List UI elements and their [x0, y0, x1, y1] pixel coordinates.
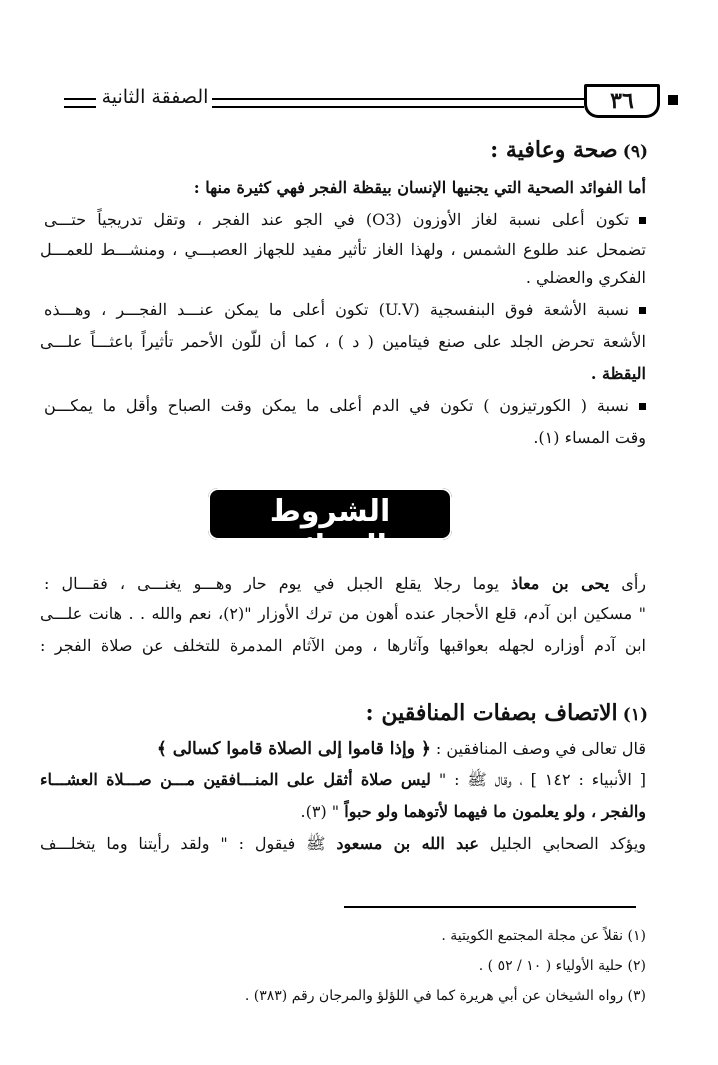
header-rule-left [64, 98, 96, 108]
hadith-text: ليس صلاة أثقل على المنـــافقين مـــن صـــلاة العشـــاء [40, 770, 431, 789]
story-line-2: " مسكين ابن آدم، قلع الأحجار عنده أهون من ترك الأوزار "(٢)، نعم والله . . هانت علـــى [40, 604, 646, 623]
bullet-2-line-2: الأشعة تحرض الجلد على صنع فيتامين ( د ) ، كما أن للّون الأحمر تأثيراً باعثـــاً علـــى [40, 332, 646, 351]
section-title: الاتصاف بصفات المنافقين : [365, 700, 618, 726]
page-number: ٣٦ [584, 84, 660, 118]
hadith-text: والفجر ، ولو يعلمون ما فيهما لأتوهما ولو حبواً [344, 802, 646, 821]
bullet-2-line-3: اليقظة . [590, 364, 646, 383]
header-tick-mark [668, 95, 678, 105]
section-number: (٩) [622, 142, 648, 162]
bullet-1-line-1: تكون أعلى نسبة لغاز الأوزون (O3) في الجو عند الفجر ، وتقل تدريجياً حتـــى [44, 210, 646, 229]
section-banner [208, 488, 452, 564]
section-heading-1 [366, 700, 648, 726]
bullet-2-line-1: نسبة الأشعة فوق البنفسجية (U.V) تكون أعلى ما يمكن عنـــد الفجـــر ، وهـــذه [44, 300, 646, 319]
header-rule-right [212, 98, 584, 108]
section-heading-9 [490, 137, 648, 163]
section1-line-4: ويؤكد الصحابي الجليل عبد الله بن مسعود ﷺ فيقول : " ولقد رأيتنا وما يتخلـــف [40, 834, 647, 853]
bullet-icon [639, 307, 646, 314]
bullet-3-line-1: نسبة ( الكورتيزون ) تكون في الدم أعلى ما يمكن وقت الصباح وأقل ما يمكـــن [44, 396, 646, 415]
footnote-3: (٣) رواه الشيخان عن أبي هريرة كما في اللؤلؤ والمرجان رقم (٣٨٣) . [244, 988, 646, 1004]
section1-line-2: [ الأنبياء : ١٤٢ ] ، وقال ﷺ : " ليس صلاة أثقل على المنـــافقين مـــن صـــلاة العشـــاء [40, 770, 647, 789]
section-intro: أما الفوائد الصحية التي يجنيها الإنسان بيقظة الفجر فهي كثيرة منها : [193, 178, 646, 197]
story-line-1: رأى يحى بن معاذ يوما رجلا يقلع الجبل في يوم حار وهـــو يغنـــى ، فقـــال : [44, 574, 647, 593]
bullet-1-line-3: الفكري والعضلي . [525, 268, 646, 287]
person-name: عبد الله بن مسعود [336, 834, 479, 853]
bullet-1-line-2: تضمحل عند طلوع الشمس ، ولهذا الغاز تأثير مفيد للجهاز العصبـــي ، ومنشـــط للعمـــل [40, 240, 646, 259]
footnote-2: (٢) حلية الأولياء ( ١٠ / ٥٢ ) . [478, 958, 646, 974]
footnote-1: (١) نقلاً عن مجلة المجتمع الكويتية . [441, 928, 646, 944]
person-name: يحى بن معاذ [511, 574, 610, 593]
running-title: الصفقة الثانية [101, 86, 209, 108]
quran-verse: ﴿ وإذا قاموا إلى الصلاة قاموا كسالى ﴾ [156, 739, 431, 759]
section1-line-1: قال تعالى في وصف المنافقين : ﴿ وإذا قاموا إلى الصلاة قاموا كسالى ﴾ [156, 739, 646, 759]
page-header [28, 82, 688, 122]
section-title: صحة وعافية : [490, 137, 618, 163]
section-number: (١) [622, 705, 648, 725]
footnote-divider [344, 906, 636, 908]
bullet-icon [639, 403, 646, 410]
banner-title: الشروط الجزائية [269, 494, 391, 564]
story-line-3: ابن آدم أوزاره لجهله بعواقبها وآثارها ، ومن الآثام المدمرة للتخلف عن صلاة الفجر : [40, 636, 646, 655]
bullet-3-line-2: وقت المساء (١). [533, 428, 646, 447]
bullet-icon [639, 217, 646, 224]
section1-line-3: والفجر ، ولو يعلمون ما فيهما لأتوهما ولو حبواً " (٣). [300, 802, 646, 821]
